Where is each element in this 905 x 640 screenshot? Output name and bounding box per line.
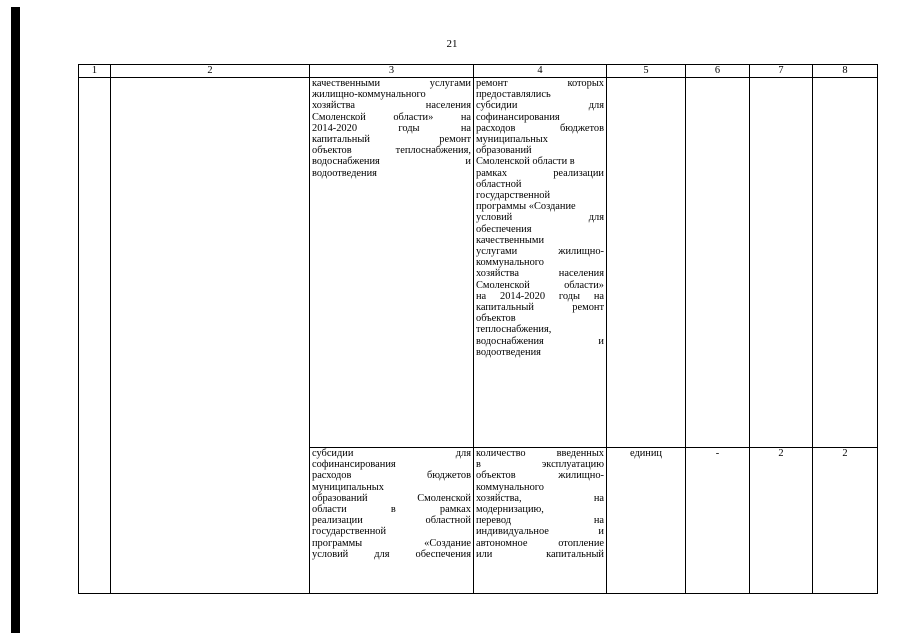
text-line: муниципальных: [312, 481, 384, 493]
page-number: 21: [446, 38, 458, 50]
text-line: водоотведения: [312, 167, 377, 179]
text-line: муниципальных: [476, 134, 548, 146]
cell-r1-c4: [474, 78, 607, 448]
cell-r1-c6: [686, 78, 750, 448]
cell-r1-c2: [111, 78, 310, 594]
col-header-5: 5: [607, 65, 686, 78]
col-header-8: 8: [813, 65, 878, 78]
text-line: государственной: [312, 526, 387, 538]
text-line: образований Смоленской: [312, 492, 471, 504]
cell-r1-c7: [750, 78, 813, 448]
text-line: объектов: [476, 313, 516, 325]
table-row: [79, 78, 878, 448]
cell-r1-c5: [607, 78, 686, 448]
text-line: областной: [476, 178, 522, 190]
text-line: коммунального: [476, 257, 545, 269]
col-header-6: 6: [686, 65, 750, 78]
text-line: программы «Создание: [476, 201, 576, 213]
text-line: Смоленской области в: [476, 156, 575, 168]
text-line: условий для: [476, 212, 604, 224]
col-header-4: 4: [474, 65, 607, 78]
cell-r1-c1: [79, 78, 111, 594]
text-line: предоставлялись: [476, 89, 551, 101]
text-line: расходов бюджетов: [476, 122, 604, 134]
text-line: коммунального: [476, 481, 545, 493]
text-line: водоотведения: [476, 346, 541, 358]
text-line: хозяйства населения: [476, 268, 604, 280]
text-line: в эксплуатацию: [476, 459, 604, 471]
cell-r2-c7: 2: [750, 448, 813, 594]
text-line: ремонт которых: [476, 78, 604, 89]
text-line: водоснабжения и: [476, 335, 604, 347]
text-line: расходов бюджетов: [312, 470, 471, 482]
text-line: жилищно-коммунального: [312, 89, 426, 101]
text-line: перевод на: [476, 515, 604, 527]
text-line: водоснабжения и: [312, 156, 471, 168]
text-line: софинансирования: [476, 111, 560, 123]
col-header-3: 3: [310, 65, 474, 78]
text-line: качественными услугами: [312, 78, 471, 89]
col-header-2: 2: [111, 65, 310, 78]
text-line: 2014-2020 годы на: [312, 122, 471, 134]
text-line: хозяйства населения: [312, 100, 471, 112]
text-line: субсидии для: [312, 448, 471, 459]
text-line: рамках реализации: [476, 167, 604, 179]
col-header-7: 7: [750, 65, 813, 78]
text-line: реализации областной: [312, 515, 471, 527]
text-line: объектов жилищно-: [476, 470, 604, 482]
text-line: Смоленской области» на: [312, 111, 471, 123]
cell-r2-c4: [474, 448, 607, 594]
text-line: количество введенных: [476, 448, 604, 459]
text-line: модернизацию,: [476, 504, 544, 516]
cell-r1-c8: [813, 78, 878, 448]
text-line: софинансирования: [312, 459, 396, 471]
text-line: теплоснабжения,: [476, 324, 552, 336]
text-line: объектов теплоснабжения,: [312, 145, 471, 157]
text-line: условий для обеспечения: [312, 548, 471, 560]
scan-edge-bar: [11, 7, 20, 633]
text-line: области в рамках: [312, 504, 471, 516]
text-line: капитальный ремонт: [312, 134, 471, 146]
text-line: индивидуальное и: [476, 526, 604, 538]
text-line: услугами жилищно-: [476, 246, 604, 258]
cell-r2-c8: 2: [813, 448, 878, 594]
text-line: автономное отопление: [476, 537, 604, 549]
text-line: качественными: [476, 234, 545, 246]
text-line: капитальный ремонт: [476, 302, 604, 314]
data-table: [78, 64, 878, 594]
text-line: государственной: [476, 190, 551, 202]
header-row: [79, 65, 878, 78]
text-line: программы «Создание: [312, 537, 471, 549]
text-line: субсидии для: [476, 100, 604, 112]
text-line: обеспечения: [476, 223, 532, 235]
text-line: или капитальный: [476, 548, 604, 560]
cell-r2-c6: -: [686, 448, 750, 594]
cell-r2-c3: [310, 448, 474, 594]
col-header-1: 1: [79, 65, 111, 78]
cell-r1-c3: [310, 78, 474, 448]
text-line: Смоленской области»: [476, 279, 604, 291]
text-line: на 2014-2020 годы на: [476, 290, 604, 302]
cell-r2-c5: единиц: [607, 448, 686, 594]
text-line: хозяйства, на: [476, 492, 604, 504]
text-line: образований: [476, 145, 532, 157]
